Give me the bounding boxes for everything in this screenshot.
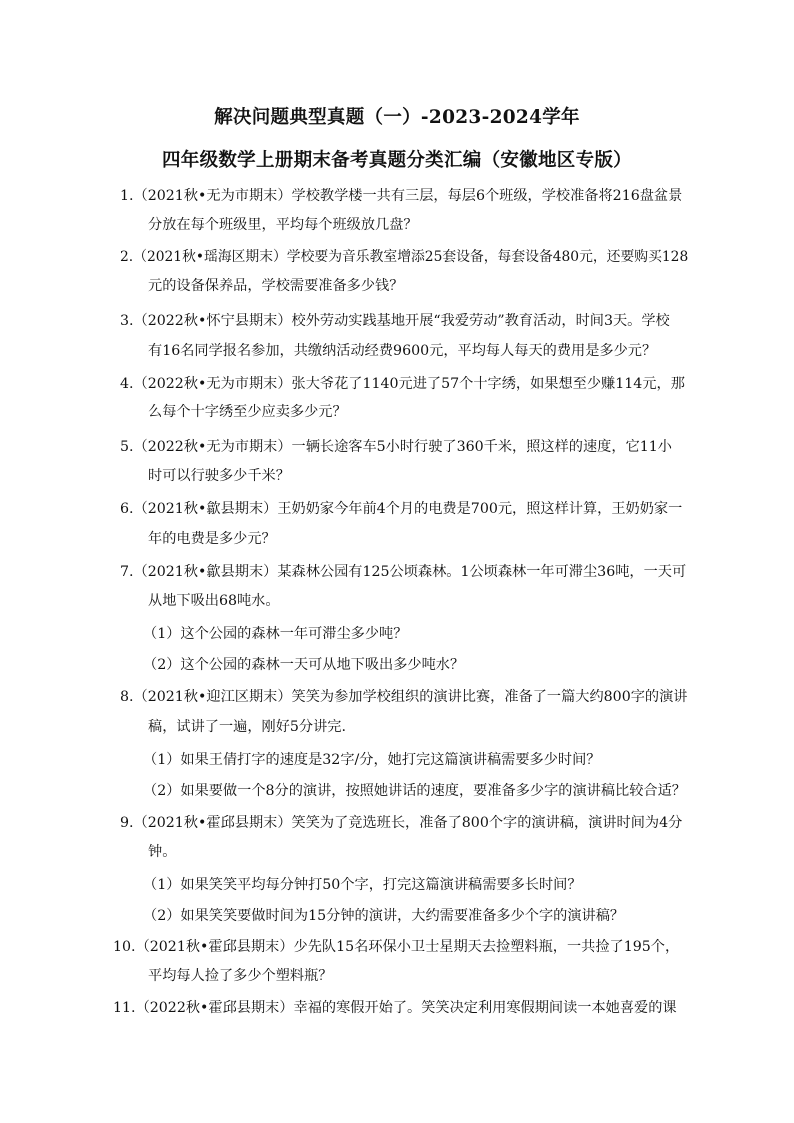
problem-6-line-1: 6.（2021秋•歙县期末）王奶奶家今年前4个月的电费是700元，照这样计算，王奶奶家一 xyxy=(120,501,683,517)
problem-3-line-2: 有16名同学报名参加，共缴纳活动经费9600元，平均每人每天的费用是多少元？ xyxy=(148,343,657,359)
problem-7-line-1: 7.（2021秋•歙县期末）某森林公园有125公顷森林。1公顷森林一年可滞尘36吨，一天可 xyxy=(120,564,687,580)
problem-5-line-2: 时可以行驶多少千米？ xyxy=(148,468,290,484)
problem-10-line-2: 平均每人捡了多少个塑料瓶？ xyxy=(148,968,333,984)
problem-9-line-1: 9.（2021秋•霍邱县期末）笑笑为了竞选班长，准备了800个字的演讲稿，演讲时间为4分 xyxy=(120,815,683,831)
problem-8-sub-2: （2）如果要做一个8分的演讲，按照她讲话的速度，要准备多少字的演讲稿比较合适？ xyxy=(143,783,686,799)
problem-10-line-1: 10.（2021秋•霍邱县期末）少先队15名环保小卫士星期天去捡塑料瓶，一共捡了195个， xyxy=(113,939,680,955)
problem-9-sub-2: （2）如果笑笑要做时间为15分钟的演讲，大约需要准备多少个字的演讲稿？ xyxy=(143,908,625,924)
problem-7-sub-2: （2）这个公园的森林一天可从地下吸出多少吨水？ xyxy=(143,657,465,673)
problem-2-line-2: 元的设备保养品，学校需要准备多少钱？ xyxy=(148,278,404,294)
problem-1-line-2: 分放在每个班级里，平均每个班级放几盘？ xyxy=(148,217,418,233)
document-title-line-1: 解决问题典型真题（一）-2023-2024学年 xyxy=(214,107,580,128)
problem-7-sub-1: （1）这个公园的森林一年可滞尘多少吨？ xyxy=(143,626,408,642)
problem-8-line-2: 稿，试讲了一遍，刚好5分讲完. xyxy=(148,719,346,735)
problem-5-line-1: 5.（2022秋•无为市期末）一辆长途客车5小时行驶了360千米，照这样的速度，它11小 xyxy=(120,439,672,455)
problem-3-line-1: 3.（2022秋•怀宁县期末）校外劳动实践基地开展“我爱劳动”教育活动，时间3天。学校 xyxy=(120,313,670,329)
problem-2-line-1: 2.（2021秋•瑶海区期末）学校要为音乐教室增添25套设备，每套设备480元，还要购买128 xyxy=(120,249,689,265)
problem-8-line-1: 8.（2021秋•迎江区期末）笑笑为参加学校组织的演讲比赛，准备了一篇大约800字的演讲 xyxy=(120,689,688,705)
document-title-line-2: 四年级数学上册期末备考真题分类汇编（安徽地区专版） xyxy=(161,150,632,171)
problem-6-line-2: 年的电费是多少元？ xyxy=(148,531,276,547)
problem-8-sub-1: （1）如果王倩打字的速度是32字/分，她打完这篇演讲稿需要多少时间？ xyxy=(143,752,601,768)
problem-7-line-2: 从地下吸出68吨水。 xyxy=(148,593,280,609)
problem-4-line-2: 么每个十字绣至少应卖多少元？ xyxy=(148,404,347,420)
problem-9-sub-1: （1）如果笑笑平均每分钟打50个字，打完这篇演讲稿需要多长时间？ xyxy=(143,877,582,893)
problem-9-line-2: 钟。 xyxy=(148,844,177,860)
problem-1-line-1: 1.（2021秋•无为市期末）学校教学楼一共有三层，每层6个班级，学校准备将216盘盆景 xyxy=(120,188,683,204)
problem-4-line-1: 4.（2022秋•无为市期末）张大爷花了1140元进了57个十字绣，如果想至少赚114元，那 xyxy=(120,376,685,392)
problem-11-line-1: 11.（2022秋•霍邱县期末）幸福的寒假开始了。笑笑决定利用寒假期间读一本她喜爱的课 xyxy=(113,1000,677,1016)
